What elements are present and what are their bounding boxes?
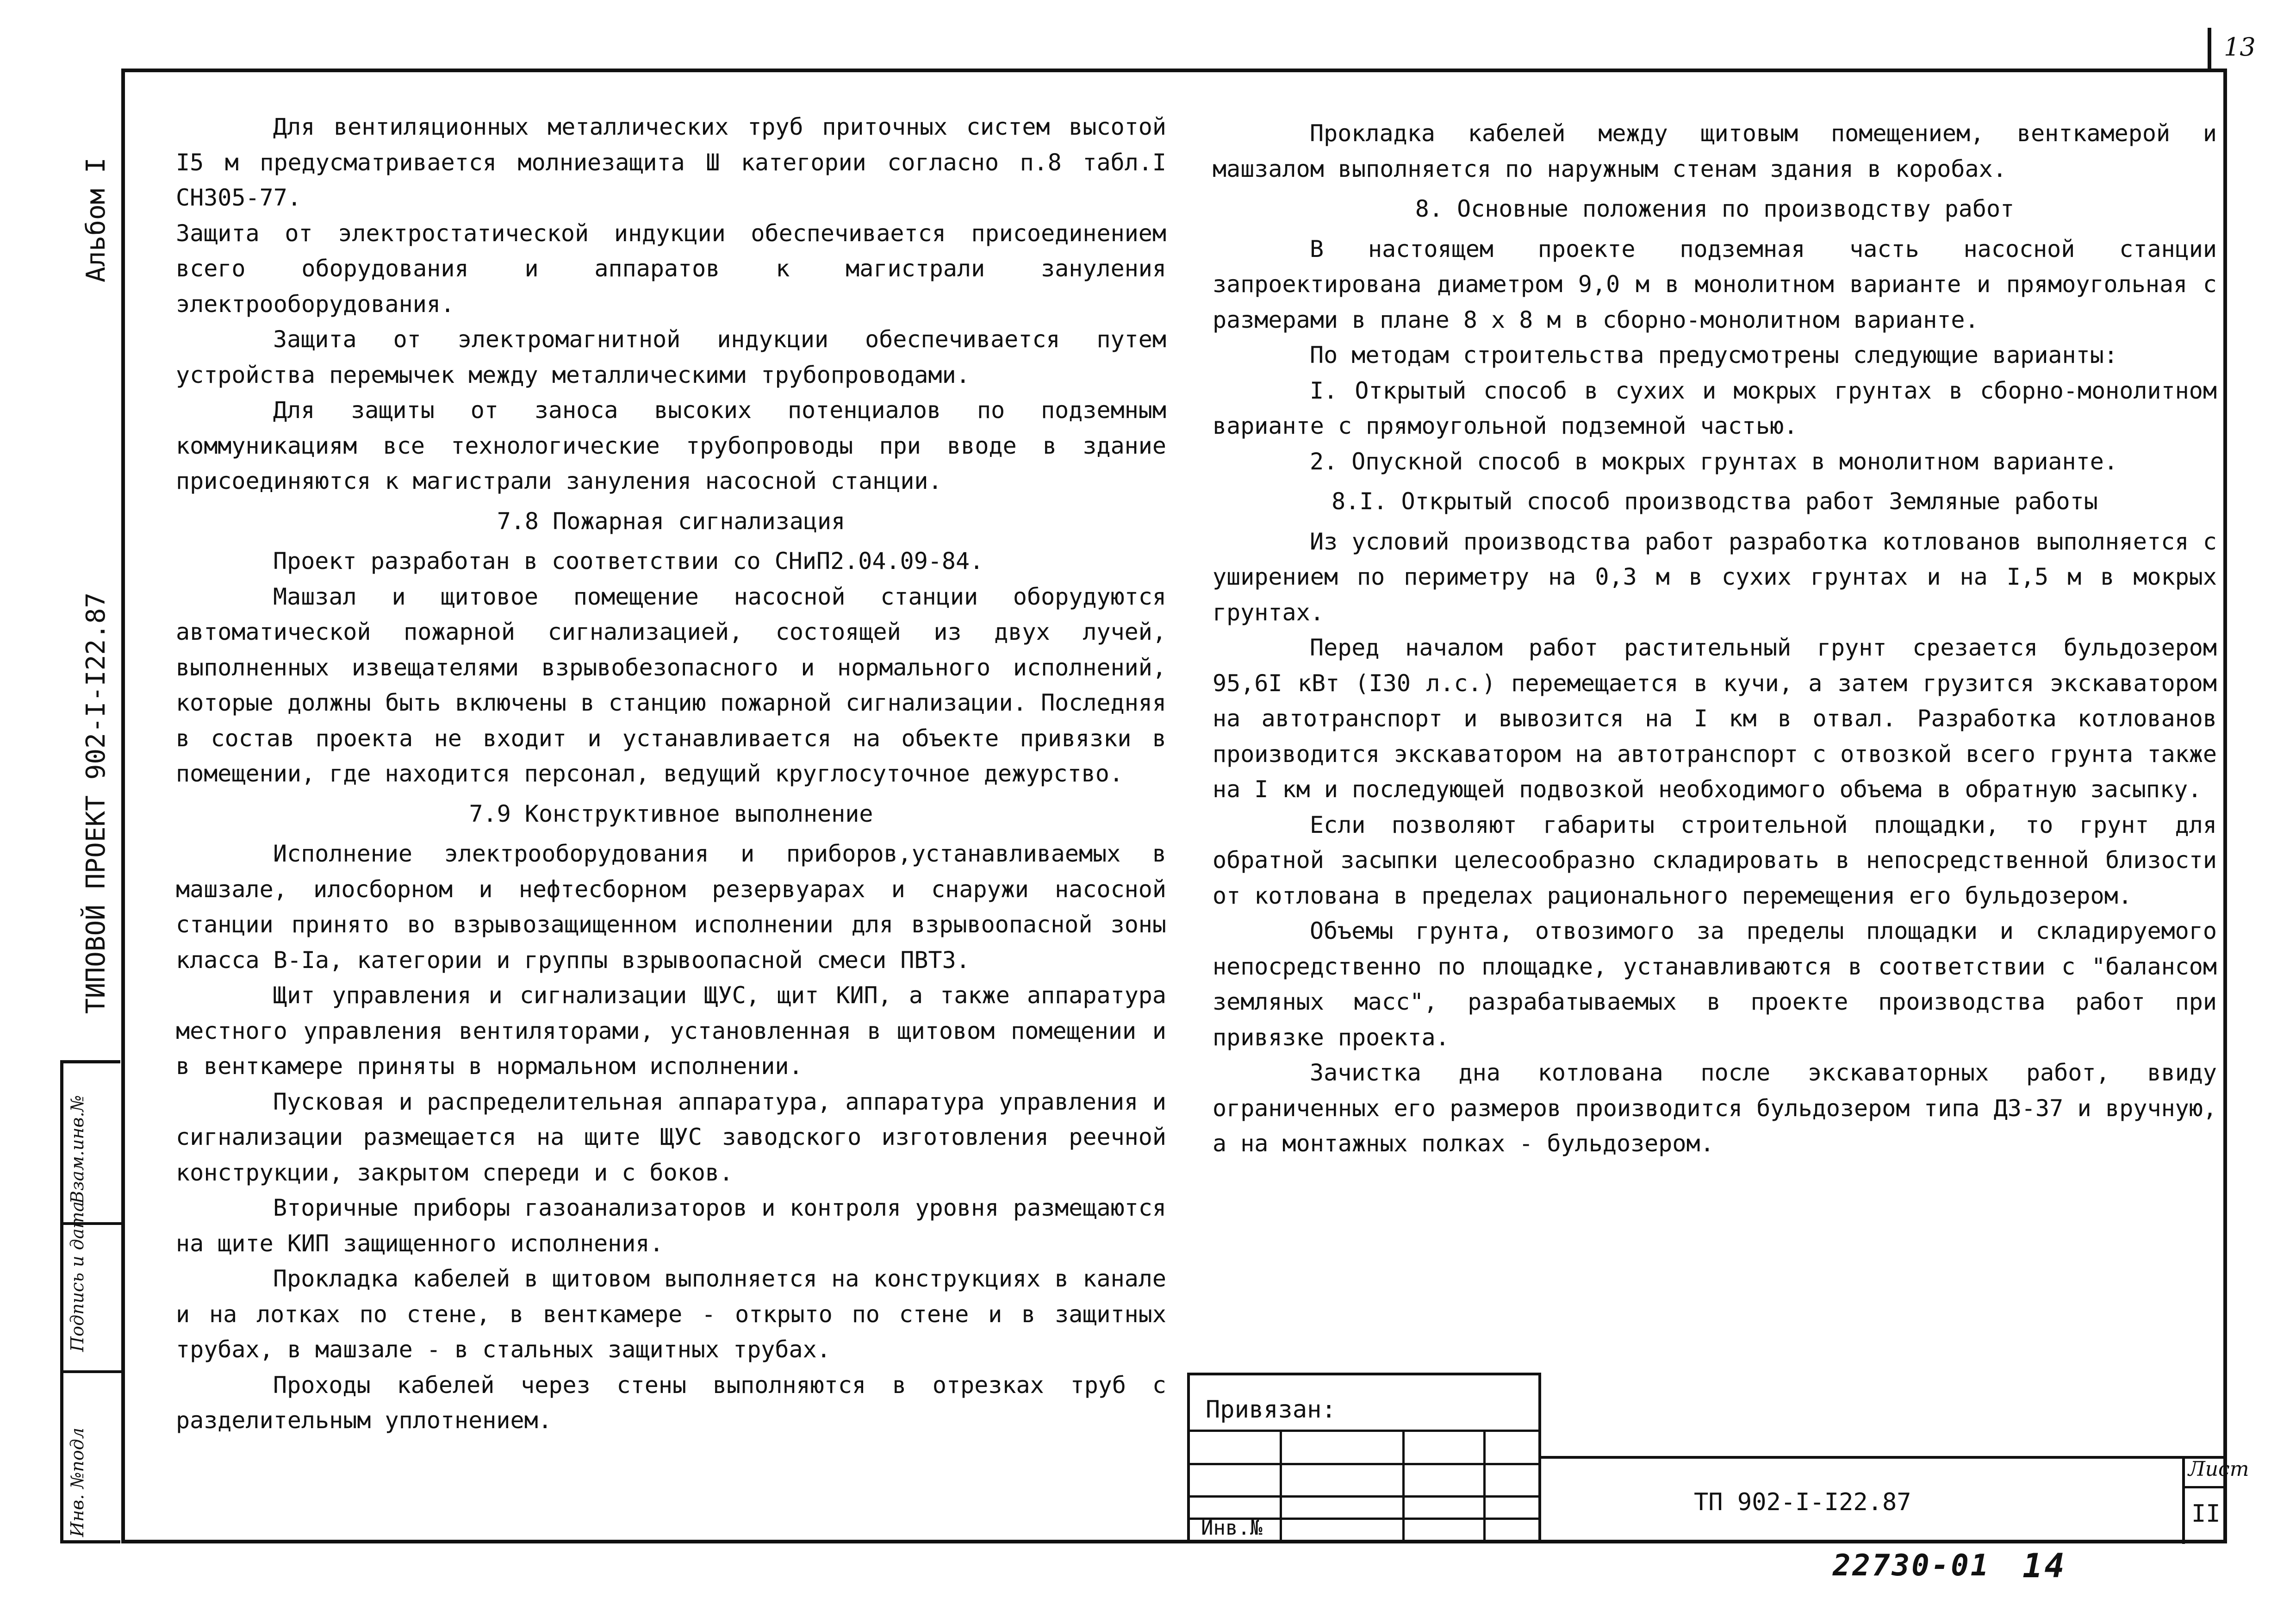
right-text-column — [1213, 116, 2217, 1162]
section-heading: 7.8 Пожарная сигнализация — [497, 507, 846, 535]
paragraph: В настоящем проекте подземная часть насосной станции запроектирована диаметром 9,0 м в монолитном варианте и прямоугольная с размерами в плане 8 х 8 м в сборно-монолитном варианте. — [1213, 235, 2217, 333]
paragraph: Защита от электростатической индукции обеспечивается присоединением всего оборудования и аппаратов к магистрали зануления электрооборудования. — [176, 219, 1166, 318]
paragraph: Для защиты от заноса высоких потенциалов по подземным коммуникациям все технологические трубопроводы при вводе в здание присоединяются к магистрали зануления насосной станции. — [176, 397, 1166, 494]
paragraph: Прокладка кабелей между щитовым помещением, венткамерой и машзалом выполняется по наружным стенам здания в коробах. — [1213, 120, 2217, 182]
sheet-divider — [2182, 1456, 2185, 1544]
paragraph: Из условий производства работ разработка котлованов выполняется с уширением по периметру на 0,3 м в сухих грунтах и на I,5 м в мокрых грунтах. — [1213, 528, 2217, 626]
title-top-line — [1541, 1456, 2224, 1459]
paragraph: 2. Опускной способ в мокрых грунтах в монолитном варианте. — [1310, 448, 2118, 475]
paragraph: Вторичные приборы газоанализаторов и контроля уровня размещаются на щите КИП защищенного исполнения. — [176, 1194, 1166, 1257]
inv-label: Инв.№ — [1201, 1516, 1263, 1540]
stamp-label-replaced-inv: Взам.инв.№ — [67, 1095, 87, 1204]
paragraph: Щит управления и сигнализации ЩУС, щит КИП, а также аппаратура местного управления вентиляторами, установленная в щитовом помещении и в венткамере приняты в нормальном исполнении. — [176, 982, 1166, 1080]
stamp-divider — [60, 1370, 121, 1373]
paragraph: Для вентиляционных металлических труб приточных систем высотой I5 м предусматривается молниезащита Ш категории согласно п.8 табл.I СН305-77. — [176, 113, 1166, 211]
paragraph: Исполнение электрооборудования и приборов,устанавливаемых в машзале, илосборном и нефтесборном резервуарах и снаружи насосной станции принято во взрывозащищенном исполнении для взрывоопасной зоны класса В-Iа, категории и группы взрывоопасной смеси ПВТЗ. — [176, 840, 1166, 974]
page-number-tick — [2208, 28, 2211, 69]
page-number: 13 — [2224, 32, 2256, 62]
paragraph: I. Открытый способ в сухих и мокрых грунтах в сборно-монолитном варианте с прямоугольной подземной частью. — [1213, 377, 2217, 439]
paragraph: Объемы грунта, отвозимого за пределы площадки и складируемого непосредственно по площадке, устанавливаются в соответствии с "балансом земляных масс", разрабатываемых в проекте производства работ при привязке проекта. — [1213, 918, 2217, 1051]
grid-line — [1187, 1463, 1541, 1465]
left-text-column — [176, 109, 1166, 1438]
stamp-label-signature: Подпись и дата — [67, 1201, 87, 1352]
paragraph: По методам строительства предусмотрены следующие варианты: — [1310, 342, 2118, 369]
paragraph: Пусковая и распределительная аппаратура, аппаратура управления и сигнализации размещается на щите ЩУС заводского изготовления реечной конструкции, закрытом спереди и с боков. — [176, 1088, 1166, 1186]
paragraph: Машзал и щитовое помещение насосной станции оборудуются автоматической пожарной сигнализацией, состоящей из двух лучей, выполненных извещателями взрывобезопасного и нормального исполнений, которые должны быть включены в станцию пожарной сигнализации. Последняя в состав проекта не входит и устанавливается на объекте привязки в помещении, где находится персонал, ведущий круглосуточное дежурство. — [176, 583, 1166, 787]
paragraph: Зачистка дна котлована после экскаваторных работ, ввиду ограниченных его размеров производится бульдозером типа ДЗ-37 и вручную, а на монтажных полках - бульдозером. — [1213, 1059, 2217, 1157]
sheet-divider — [2182, 1486, 2226, 1488]
section-heading: 8. Основные положения по производству работ — [1415, 195, 2015, 222]
paragraph: Проходы кабелей через стены выполняются в отрезках труб с разделительным уплотнением. — [176, 1371, 1166, 1434]
sheet-number: II — [2191, 1500, 2221, 1528]
paragraph: Проект разработан в соответствии со СНиП2.04.09-84. — [273, 548, 984, 575]
bound-label: Привязан: — [1206, 1396, 1336, 1424]
section-heading: 8.I. Открытый способ производства работ Земляные работы — [1332, 488, 2098, 515]
doc-code: ТП 902-I-I22.87 — [1694, 1488, 1911, 1516]
grid-line — [1187, 1495, 1541, 1498]
grid-line — [1187, 1430, 1541, 1432]
paragraph: Прокладка кабелей в щитовом выполняется на конструкциях в канале и на лотках по стене, в венткамере - открыто по стене и в защитных трубах, в машзале - в стальных защитных трубах. — [176, 1265, 1166, 1363]
section-heading: 7.9 Конструктивное выполнение — [469, 800, 873, 827]
paragraph: Защита от электромагнитной индукции обеспечивается путем устройства перемычек между металлическими трубопроводами. — [176, 326, 1166, 388]
grid-line — [1483, 1430, 1486, 1543]
project-label: ТИПОВОЙ ПРОЕКТ 902-I-I22.87 — [81, 592, 111, 1014]
grid-line — [1280, 1430, 1282, 1543]
handwritten-page: 14 — [2022, 1546, 2066, 1585]
paragraph: Перед началом работ растительный грунт срезается бульдозером 95,6I кВт (I30 л.с.) перемещается в кучи, а затем грузится экскаватором на автотранспорт и вывозится на I км в отвал. Разработка котлованов производится экскаватором на автотранспорт с отвозкой всего грунта также на I км и последующей подвозкой необходимого объема в обратную засыпку. — [1213, 634, 2217, 803]
archive-number: 22730-01 — [1833, 1549, 1991, 1583]
sheet-label: Лист — [2188, 1457, 2249, 1481]
stamp-label-inv-no: Инв. №подл — [67, 1427, 87, 1537]
paragraph: Если позволяют габариты строительной площадки, то грунт для обратной засыпки целесообразно складировать в непосредственной близости от котлована в пределах рационального перемещения его бульдозером. — [1213, 811, 2217, 909]
grid-line — [1402, 1430, 1405, 1543]
album-label: Альбом I — [81, 157, 111, 282]
